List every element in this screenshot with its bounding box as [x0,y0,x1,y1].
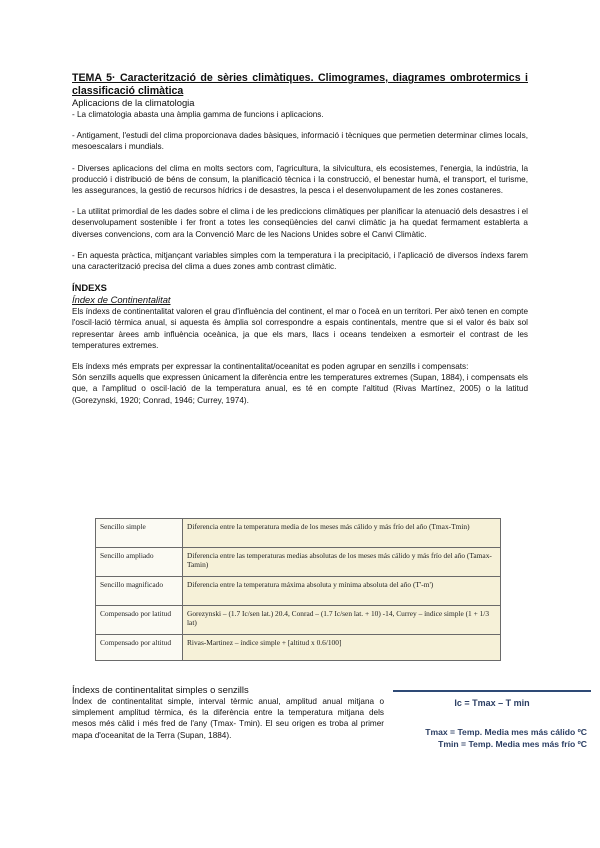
table-cell-name: Sencillo simple [96,519,183,548]
formula-main: Ic = Tmax – T min [454,698,530,708]
table-row [96,606,501,635]
formula-tmax: Tmax = Temp. Media mes más cálido ºC [425,727,587,737]
document-page [72,72,528,406]
table-cell-desc: Rivas-Martinez – índice simple + [altitud x 0.6/100] [183,635,501,661]
table-cell-desc: Diferencia entre las temperaturas medias absolutas de los meses más cálido y más frío del año (Tamax-Tamin) [183,548,501,577]
section-heading-indexes: ÍNDEXS [72,282,107,294]
paragraph: - La climatologia abasta una àmplia gamma de funcions i aplicacions. [72,110,324,119]
paragraph: Els índexs de continentalitat valoren el grau d'influència del continent, el mar o l'oceà en un territori. Per això tenen en compte l'oscil·lació tèrmica anual, si aquesta és àmplia sol correspondre a espais continentals, mentre que si el valor és baix sol representar àrees amb influència oceànica, ja que els mars, llacs i oceans tendeixen a esmorteir el contrast de les temperatures extremes. [72,307,528,350]
table-row [96,548,501,577]
section-heading-applications: Aplicacions de la climatologia [72,97,195,108]
page-title: TEMA 5· Caracterització de sèries climàtiques. Climogrames, diagrames ombrotermics i classificació climàtica [72,72,528,97]
table-cell-desc: Gorezynski – (1.7 Ic/sen lat.) 20.4, Conrad – (1.7 Ic/sen lat. + 10) -14, Currey – índice simple (1 + 1/3 lat) [183,606,501,635]
formula-box [393,690,591,750]
paragraph: - La utilitat primordial de les dades sobre el clima i de les prediccions climàtiques per planificar la atenuació dels desastres i el desenvolupament sostenible i fer front a totes les conseqüències del canvi climàtic ja ha quedat fermament establerta a diverses convencions, com ara la Convenció Marc de les Nacions Unides sobre el Canvi Climàtic. [72,207,528,239]
table-cell-name: Sencillo ampliado [96,548,183,577]
paragraph: Són senzills aquells que expressen únicament la diferència entre les temperatures extremes (Supan, 1884), i compensats els que, a l'amplitud o oscil·lació de la temperatura anual, es té en compte l'altitud (Rivas Martínez, 2005) o la latitud (Gorezynski, 1920; Conrad, 1946; Currey, 1974). [72,373,528,405]
table-cell-name: Compensado por latitud [96,606,183,635]
simple-indexes-section [72,684,384,741]
formula-tmin: Tmin = Temp. Media mes más frío ºC [438,739,587,749]
paragraph: - Diverses aplicacions del clima en molts sectors com, l'agricultura, la silvicultura, els ecosistemes, l'energia, la indústria, la producció i distribució de béns de consum, la planificació tècnica i la construcció, el benestar humà, el transport, el turisme, les assegurances, la gestió de recursos hídrics i de desastres, la pesca i el desenvolupament de les zones costaneres. [72,163,528,196]
table-row [96,519,501,548]
paragraph: - Antigament, l'estudi del clima proporcionava dades bàsiques, informació i tècniques que permetien determinar climes locals, mesoescalars i mundials. [72,131,528,152]
formula-divider [393,690,591,692]
table-cell-name: Compensado por altitud [96,635,183,661]
table-row [96,577,501,606]
paragraph: - En aquesta pràctica, mitjançant variables simples com la temperatura i la precipitació, i l'aplicació de diversos índexs farem una caracterització precisa del clima a dues zones amb contrast climàtic. [72,250,528,272]
index-table [95,518,501,661]
table-row [96,635,501,661]
paragraph: Índex de continentalitat simple, interval tèrmic anual, amplitud anual mitjana o simplement amplitud tèrmica, és la diferència entre la temperatura mitjana dels mesos més càlid i més fred de l'any (Tmax- Tmin). El seu origen es troba al primer mapa d'oceanitat de la Terra (Supan, 1884). [72,697,384,740]
table-cell-name: Sencillo magnificado [96,577,183,606]
formula-definitions [393,726,591,750]
paragraph: Els índexs més emprats per expressar la continentalitat/oceanitat es poden agrupar en senzills i compensats: [72,362,469,372]
table-cell-desc: Diferencia entre la temperatura media de los meses más cálido y más frío del año (Tmax-Tmin) [183,519,501,548]
section-heading-simple-indexes: Índexs de continentalitat simples o senzills [72,684,249,695]
table-cell-desc: Diferencia entre la temperatura máxima absoluta y mínima absoluta del año (T'-m') [183,577,501,606]
index-table-image [95,518,501,661]
subheading-continentality: Índex de Continentalitat [72,294,171,306]
